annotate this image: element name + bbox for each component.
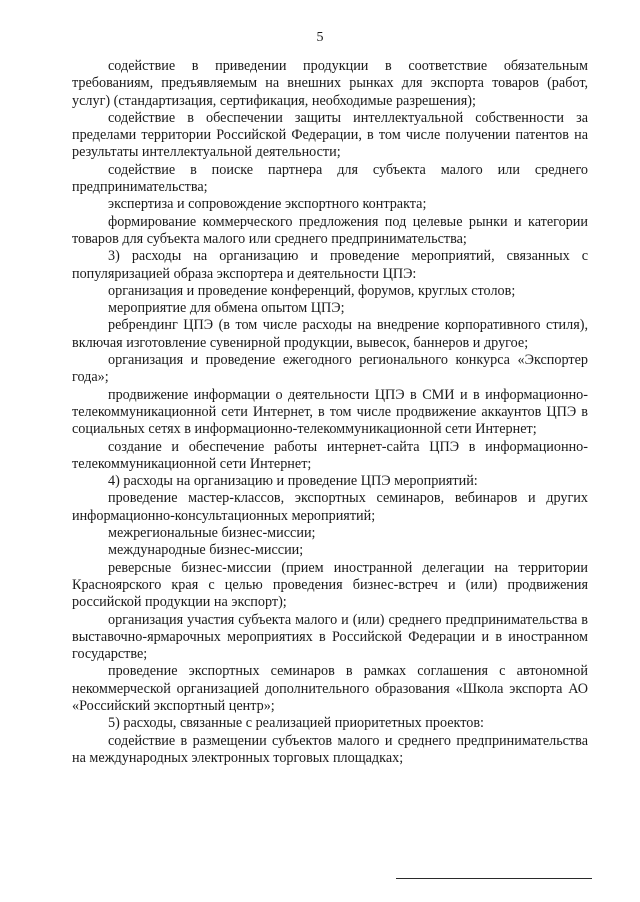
paragraph: 3) расходы на организацию и проведение мероприятий, связанных с популяризацией образа экспортера и деятельности ЦПЭ:	[72, 248, 588, 282]
footer-rule	[396, 878, 592, 879]
page-number: 5	[316, 30, 324, 45]
paragraph: проведение экспортных семинаров в рамках соглашения с автономной некоммерческой организацией дополнительного образования «Школа экспорта АО «Российский экспортный центр»;	[72, 663, 588, 714]
paragraph: ребрендинг ЦПЭ (в том числе расходы на внедрение корпоративного стиля), включая изготовление сувенирной продукции, вывесок, баннеров и другое;	[72, 317, 588, 351]
paragraph: содействие в обеспечении защиты интеллектуальной собственности за пределами территории Российской Федерации, в том числе получении патентов на результаты интеллектуальной деятельности;	[72, 109, 588, 161]
paragraph: 5) расходы, связанные с реализацией приоритетных проектов:	[108, 715, 484, 732]
paragraph: реверсные бизнес-миссии (прием иностранной делегации на территории Красноярского края с целью проведения бизнес-встреч и (или) продвижения российской продукции на экспорт);	[72, 559, 588, 611]
paragraph: организация участия субъекта малого и (или) среднего предпринимательства в выставочно-ярмарочных мероприятиях в Российской Федерации и в иностранном государстве;	[72, 611, 588, 663]
paragraph: содействие в размещении субъектов малого и среднего предпринимательства на международных электронных торговых площадках;	[72, 732, 588, 766]
paragraph: продвижение информации о деятельности ЦПЭ в СМИ и в информационно-телекоммуникационной сети Интернет, в том числе продвижение аккаунтов ЦПЭ в социальных сетях в информационно-телекоммуникационной сети Интернет;	[72, 386, 588, 438]
paragraph: организация и проведение конференций, форумов, круглых столов;	[108, 282, 516, 299]
paragraph: международные бизнес-миссии;	[108, 542, 304, 559]
paragraph: организация и проведение ежегодного регионального конкурса «Экспортер года»;	[72, 352, 588, 386]
paragraph: формирование коммерческого предложения под целевые рынки и категории товаров для субъекта малого или среднего предпринимательства;	[72, 213, 588, 247]
paragraph: межрегиональные бизнес-миссии;	[108, 525, 316, 542]
paragraph: 4) расходы на организацию и проведение ЦПЭ мероприятий:	[108, 473, 478, 490]
document-body	[72, 58, 588, 767]
paragraph: проведение мастер-классов, экспортных семинаров, вебинаров и других информационно-консультационных мероприятий;	[72, 490, 588, 524]
paragraph: содействие в поиске партнера для субъекта малого или среднего предпринимательства;	[72, 161, 588, 196]
paragraph: содействие в приведении продукции в соответствие обязательным требованиям, предъявляемым на внешних рынках для экспорта товаров (работ, услуг) (стандартизация, сертификация, необходимые разрешения);	[72, 58, 588, 109]
paragraph: экспертиза и сопровождение экспортного контракта;	[108, 196, 427, 213]
paragraph: мероприятие для обмена опытом ЦПЭ;	[108, 300, 345, 317]
paragraph: создание и обеспечение работы интернет-сайта ЦПЭ в информационно-телекоммуникационной сети Интернет;	[72, 438, 588, 472]
